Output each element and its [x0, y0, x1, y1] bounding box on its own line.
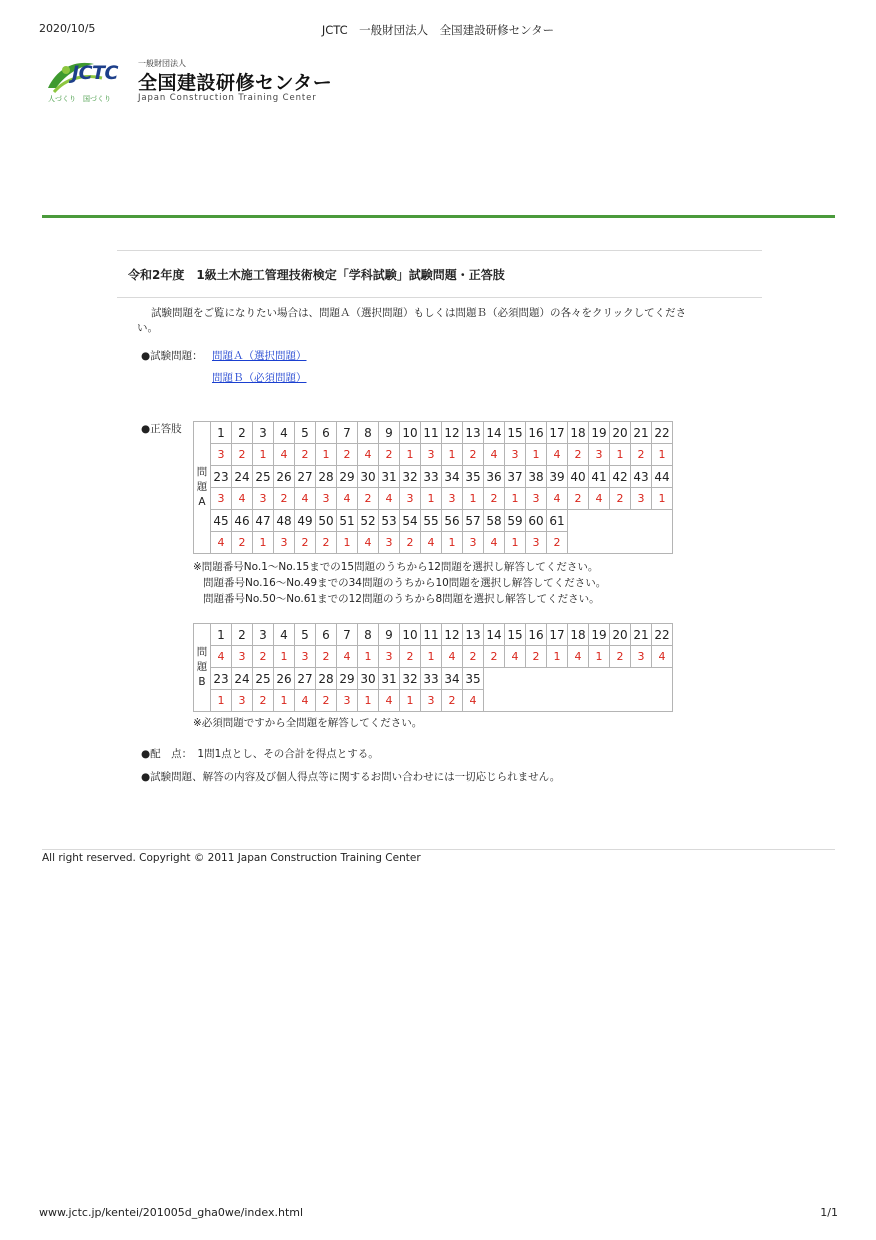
question-number-cell: 32 — [400, 668, 421, 690]
answer-cell: 1 — [400, 444, 421, 466]
logo-jctc-text: JCTC — [72, 62, 118, 84]
answer-cell: 2 — [295, 444, 316, 466]
intro-text: 試験問題をご覧になりたい場合は、問題Ａ（選択問題）もしくは問題Ｂ（必須問題）の各々をクリックしてください。 — [137, 307, 687, 334]
question-number-cell: 22 — [652, 624, 673, 646]
question-number-cell: 53 — [379, 510, 400, 532]
print-url: www.jctc.jp/kentei/201005d_gha0we/index.html — [39, 1206, 304, 1219]
side-label-char: A — [198, 496, 206, 508]
question-number-cell: 45 — [211, 510, 232, 532]
answer-cell: 3 — [211, 488, 232, 510]
answer-cell: 2 — [463, 444, 484, 466]
answer-cell: 4 — [589, 488, 610, 510]
question-number-cell: 2 — [232, 624, 253, 646]
question-number-cell: 35 — [463, 668, 484, 690]
question-number-cell: 61 — [547, 510, 568, 532]
answer-cell: 4 — [652, 646, 673, 668]
question-number-cell: 7 — [337, 624, 358, 646]
table-a-note-1: ※問題番号No.1～No.15までの15問題のうちから12問題を選択し解答してください。 — [193, 561, 599, 573]
answer-cell: 4 — [211, 646, 232, 668]
print-date: 2020/10/5 — [39, 22, 96, 35]
answer-cell: 1 — [652, 444, 673, 466]
section-heading-rule — [117, 297, 762, 298]
question-number-cell: 28 — [316, 466, 337, 488]
question-number-cell: 29 — [337, 668, 358, 690]
question-number-cell: 22 — [652, 422, 673, 444]
question-number-cell: 34 — [442, 466, 463, 488]
answer-cell: 1 — [505, 488, 526, 510]
answer-cell: 2 — [568, 488, 589, 510]
question-number-cell: 4 — [274, 422, 295, 444]
answer-cell: 1 — [316, 444, 337, 466]
answer-cell: 4 — [337, 646, 358, 668]
question-number-cell: 11 — [421, 624, 442, 646]
question-number-cell: 27 — [295, 466, 316, 488]
answer-cell: 3 — [421, 690, 442, 712]
answer-cell: 1 — [463, 488, 484, 510]
answer-cell: 2 — [232, 532, 253, 554]
print-title: JCTC 一般財団法人 全国建設研修センター — [321, 23, 555, 37]
question-number-cell: 10 — [400, 624, 421, 646]
answer-cell: 4 — [379, 690, 400, 712]
question-number-cell: 42 — [610, 466, 631, 488]
answer-cell: 4 — [358, 444, 379, 466]
answer-cell: 3 — [232, 690, 253, 712]
question-number-row — [194, 466, 673, 488]
question-number-cell: 9 — [379, 624, 400, 646]
answer-cell: 2 — [337, 444, 358, 466]
question-number-cell: 17 — [547, 624, 568, 646]
question-number-cell: 47 — [253, 510, 274, 532]
question-number-cell: 50 — [316, 510, 337, 532]
question-number-cell: 48 — [274, 510, 295, 532]
answer-cell: 4 — [295, 690, 316, 712]
question-number-cell: 29 — [337, 466, 358, 488]
side-label-char: 問 — [196, 646, 208, 658]
question-number-cell: 52 — [358, 510, 379, 532]
answer-cell: 2 — [232, 444, 253, 466]
answer-cell: 2 — [610, 488, 631, 510]
print-page-number: 1/1 — [820, 1206, 838, 1219]
question-number-cell: 9 — [379, 422, 400, 444]
answer-cell: 2 — [316, 690, 337, 712]
answer-cell: 1 — [400, 690, 421, 712]
question-number-cell: 12 — [442, 624, 463, 646]
side-label-char: B — [198, 676, 206, 688]
question-number-cell: 5 — [295, 624, 316, 646]
scoring-text: ●配 点： 1問1点とし、その合計を得点とする。 — [141, 748, 379, 760]
answer-cell: 3 — [505, 444, 526, 466]
question-number-cell: 25 — [253, 668, 274, 690]
question-number-cell: 16 — [526, 422, 547, 444]
question-number-cell: 15 — [505, 624, 526, 646]
answer-cell: 3 — [631, 646, 652, 668]
answer-cell: 4 — [547, 488, 568, 510]
answer-cell: 1 — [337, 532, 358, 554]
answer-cell: 2 — [463, 646, 484, 668]
question-number-cell: 13 — [463, 422, 484, 444]
answer-cell: 1 — [358, 690, 379, 712]
jctc-logo[interactable] — [44, 58, 344, 110]
question-number-cell: 5 — [295, 422, 316, 444]
question-number-cell: 23 — [211, 466, 232, 488]
answer-cell: 2 — [316, 532, 337, 554]
answer-cell: 1 — [274, 646, 295, 668]
answer-cell: 3 — [295, 646, 316, 668]
question-number-cell: 57 — [463, 510, 484, 532]
answer-cell: 2 — [400, 646, 421, 668]
question-number-cell: 3 — [253, 422, 274, 444]
answer-cell: 1 — [652, 488, 673, 510]
answer-cell: 4 — [568, 646, 589, 668]
question-number-cell: 10 — [400, 422, 421, 444]
answer-cell: 1 — [211, 690, 232, 712]
answer-cell: 2 — [484, 488, 505, 510]
table-side-label — [194, 422, 211, 554]
question-number-cell: 24 — [232, 466, 253, 488]
question-number-cell: 3 — [253, 624, 274, 646]
question-number-cell: 55 — [421, 510, 442, 532]
question-number-cell: 58 — [484, 510, 505, 532]
question-number-cell: 21 — [631, 624, 652, 646]
answer-cell: 4 — [358, 532, 379, 554]
answer-cell: 4 — [442, 646, 463, 668]
answer-cell: 3 — [526, 532, 547, 554]
answer-cell: 3 — [232, 646, 253, 668]
answer-cell: 1 — [610, 444, 631, 466]
answer-cell: 3 — [589, 444, 610, 466]
question-number-cell: 39 — [547, 466, 568, 488]
question-number-cell: 7 — [337, 422, 358, 444]
question-number-cell: 28 — [316, 668, 337, 690]
question-number-cell: 35 — [463, 466, 484, 488]
answer-cell: 2 — [253, 690, 274, 712]
answer-cell: 2 — [358, 488, 379, 510]
question-number-cell: 33 — [421, 466, 442, 488]
logo-mark-icon — [44, 58, 130, 108]
question-number-cell: 2 — [232, 422, 253, 444]
question-number-cell: 25 — [253, 466, 274, 488]
problem-b-link[interactable]: 問題Ｂ（必須問題） — [212, 372, 307, 384]
answer-cell: 1 — [253, 444, 274, 466]
answer-cell: 1 — [358, 646, 379, 668]
question-number-cell: 1 — [211, 422, 232, 444]
logo-tagline: 人づくり 国づくり — [48, 95, 111, 103]
question-number-cell: 18 — [568, 422, 589, 444]
answer-cell: 4 — [484, 444, 505, 466]
question-number-cell: 12 — [442, 422, 463, 444]
question-number-row — [194, 422, 673, 444]
question-number-cell: 6 — [316, 422, 337, 444]
question-number-cell: 17 — [547, 422, 568, 444]
question-number-cell: 24 — [232, 668, 253, 690]
empty-cell — [484, 668, 673, 712]
answer-cell: 2 — [379, 444, 400, 466]
answer-cell: 2 — [295, 532, 316, 554]
question-number-row — [194, 624, 673, 646]
question-number-cell: 49 — [295, 510, 316, 532]
question-number-cell: 27 — [295, 668, 316, 690]
question-number-cell: 19 — [589, 624, 610, 646]
question-number-cell: 18 — [568, 624, 589, 646]
answer-cell: 4 — [379, 488, 400, 510]
answer-cell: 1 — [442, 532, 463, 554]
answer-cell: 2 — [484, 646, 505, 668]
question-number-cell: 30 — [358, 668, 379, 690]
answer-cell: 3 — [316, 488, 337, 510]
answer-cell: 3 — [274, 532, 295, 554]
answer-cell: 1 — [274, 690, 295, 712]
table-b-note: ※必須問題ですから全問題を解答してください。 — [193, 717, 423, 729]
question-number-cell: 13 — [463, 624, 484, 646]
answer-cell: 4 — [505, 646, 526, 668]
answer-cell: 2 — [253, 646, 274, 668]
answer-cell: 4 — [232, 488, 253, 510]
copyright-text: All right reserved. Copyright © 2011 Japan Construction Training Center — [42, 852, 421, 864]
answer-cell: 2 — [274, 488, 295, 510]
answer-cell: 3 — [631, 488, 652, 510]
answer-cell: 3 — [211, 444, 232, 466]
question-number-cell: 4 — [274, 624, 295, 646]
answer-cell: 2 — [442, 690, 463, 712]
answer-cell: 1 — [589, 646, 610, 668]
answer-cell: 2 — [316, 646, 337, 668]
question-number-cell: 8 — [358, 624, 379, 646]
answer-cell: 3 — [337, 690, 358, 712]
problem-a-link[interactable]: 問題Ａ（選択問題） — [212, 350, 307, 362]
question-number-cell: 44 — [652, 466, 673, 488]
question-number-cell: 51 — [337, 510, 358, 532]
question-number-cell: 34 — [442, 668, 463, 690]
answer-cell: 1 — [547, 646, 568, 668]
question-number-cell: 26 — [274, 466, 295, 488]
answer-table-b — [193, 623, 673, 712]
question-number-row — [194, 510, 673, 532]
question-number-cell: 37 — [505, 466, 526, 488]
side-label-char: 問 — [196, 466, 208, 478]
exam-label: ●試験問題： — [141, 350, 203, 362]
empty-cell — [568, 510, 673, 554]
logo-english-name: Japan Construction Training Center — [138, 93, 317, 103]
answer-cell: 2 — [526, 646, 547, 668]
answer-cell: 3 — [421, 444, 442, 466]
page-title: 令和2年度 1級土木施工管理技術検定「学科試験」試験問題・正答肢 — [128, 268, 505, 282]
question-number-cell: 6 — [316, 624, 337, 646]
question-number-cell: 46 — [232, 510, 253, 532]
answer-cell: 4 — [463, 690, 484, 712]
answer-row — [194, 444, 673, 466]
answer-cell: 2 — [631, 444, 652, 466]
answer-cell: 3 — [400, 488, 421, 510]
answer-cell: 2 — [568, 444, 589, 466]
header-divider — [42, 215, 835, 218]
question-number-cell: 31 — [379, 668, 400, 690]
question-number-cell: 1 — [211, 624, 232, 646]
footer-rule — [42, 849, 835, 850]
question-number-cell: 38 — [526, 466, 547, 488]
question-number-cell: 54 — [400, 510, 421, 532]
answer-cell: 4 — [547, 444, 568, 466]
logo-small-text: 一般財団法人 — [138, 59, 186, 68]
question-number-cell: 14 — [484, 422, 505, 444]
question-number-cell: 36 — [484, 466, 505, 488]
answer-cell: 3 — [253, 488, 274, 510]
answer-cell: 4 — [337, 488, 358, 510]
question-number-cell: 26 — [274, 668, 295, 690]
question-number-row — [194, 668, 673, 690]
question-number-cell: 32 — [400, 466, 421, 488]
answer-cell: 4 — [484, 532, 505, 554]
answer-cell: 4 — [295, 488, 316, 510]
answer-cell: 4 — [421, 532, 442, 554]
question-number-cell: 40 — [568, 466, 589, 488]
answer-cell: 2 — [547, 532, 568, 554]
question-number-cell: 8 — [358, 422, 379, 444]
question-number-cell: 33 — [421, 668, 442, 690]
question-number-cell: 15 — [505, 422, 526, 444]
answer-cell: 3 — [463, 532, 484, 554]
question-number-cell: 11 — [421, 422, 442, 444]
question-number-cell: 16 — [526, 624, 547, 646]
answer-cell: 1 — [253, 532, 274, 554]
side-label-char: 題 — [196, 481, 208, 493]
answer-cell: 1 — [442, 444, 463, 466]
answer-cell: 3 — [379, 646, 400, 668]
answer-cell: 1 — [526, 444, 547, 466]
answer-row — [194, 646, 673, 668]
answer-cell: 4 — [211, 532, 232, 554]
logo-org-name: 全国建設研修センター — [138, 72, 333, 94]
question-number-cell: 59 — [505, 510, 526, 532]
table-a-note-2: 問題番号No.16～No.49までの34問題のうちから10問題を選択し解答してください。 — [203, 577, 607, 589]
question-number-cell: 19 — [589, 422, 610, 444]
question-number-cell: 20 — [610, 422, 631, 444]
answer-cell: 1 — [421, 646, 442, 668]
question-number-cell: 31 — [379, 466, 400, 488]
question-number-cell: 21 — [631, 422, 652, 444]
question-number-cell: 43 — [631, 466, 652, 488]
side-label-char: 題 — [196, 661, 208, 673]
answer-cell: 1 — [421, 488, 442, 510]
disclaimer-text: ●試験問題、解答の内容及び個人得点等に関するお問い合わせには一切応じられません。 — [141, 771, 561, 783]
question-number-cell: 14 — [484, 624, 505, 646]
answer-cell: 3 — [526, 488, 547, 510]
question-number-cell: 23 — [211, 668, 232, 690]
answer-cell: 3 — [442, 488, 463, 510]
answer-row — [194, 488, 673, 510]
question-number-cell: 60 — [526, 510, 547, 532]
question-number-cell: 20 — [610, 624, 631, 646]
question-number-cell: 30 — [358, 466, 379, 488]
section-top-rule — [117, 250, 762, 251]
answer-cell: 1 — [505, 532, 526, 554]
answer-cell: 2 — [400, 532, 421, 554]
table-side-label — [194, 624, 211, 712]
answers-label: ●正答肢 — [141, 423, 182, 435]
answer-table-a — [193, 421, 673, 554]
answer-cell: 4 — [274, 444, 295, 466]
answer-cell: 3 — [379, 532, 400, 554]
question-number-cell: 56 — [442, 510, 463, 532]
answer-cell: 2 — [610, 646, 631, 668]
table-a-note-3: 問題番号No.50～No.61までの12問題のうちから8問題を選択し解答してください。 — [203, 593, 600, 605]
question-number-cell: 41 — [589, 466, 610, 488]
